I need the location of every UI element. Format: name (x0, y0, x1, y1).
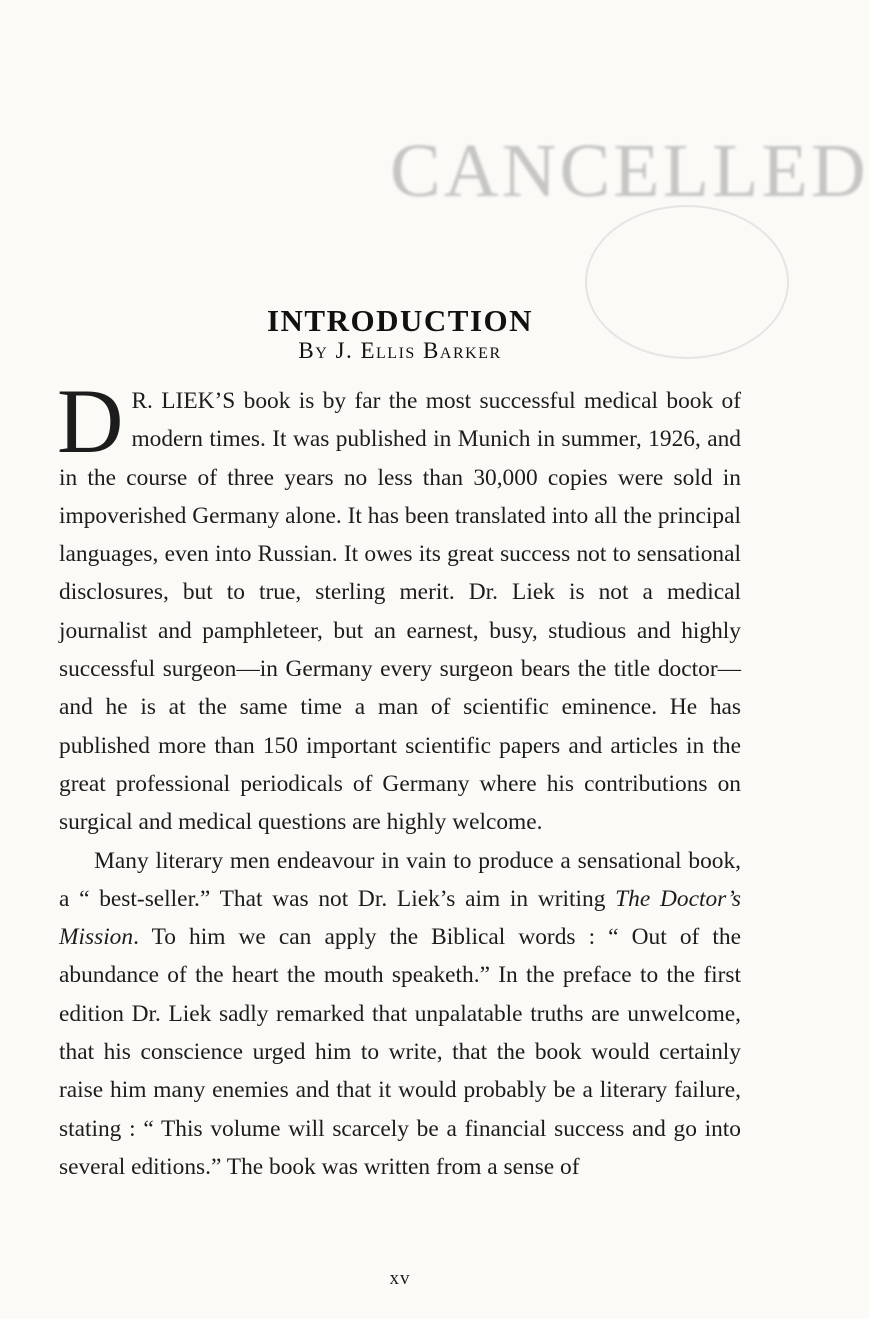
chapter-title: INTRODUCTION (266, 302, 534, 338)
paragraph-2-text-before: Many literary men endeavour in vain to produce a sensational book, a “ best-seller.” That was not Dr. Liek’s aim in writing (59, 847, 741, 912)
author-byline: By J. Ellis Barker (298, 338, 502, 363)
paragraph-2-text-after: . To him we can apply the Biblical words : “ Out of the abundance of the heart the mouth speaketh.” In the preface to the first edition Dr. Liek sadly remarked that unpalatable truths are unwelcome, that his conscience urged him to write, that the book would certainly raise him many enemies and that it would probably be a literary failure, stating : “ This volume will scarcely be a financial success and go into several editions.” The book was written from a sense of (59, 924, 741, 1180)
body-text (57, 370, 741, 1186)
drop-cap: D (57, 370, 124, 472)
book-title: The Doctor’s Mission (59, 885, 741, 951)
cancelled-stamp: CANCELLED (390, 129, 869, 213)
paragraph-2 (59, 842, 741, 1187)
paragraph-1-lead: R. LIEK’S (131, 388, 236, 414)
paragraph-1-text: book is by far the most successful medical book of modern times. It was published in Munich in summer, 1926, and in the course of three years no less than 30,000 copies were sold in impoverished Germany alone. It has been translated into all the principal languages, even into Russian. It owes its great success not to sensational disclosures, but to true, sterling merit. Dr. Liek is not a medical journalist and pamphleteer, but an earnest, busy, studious and highly successful surgeon—in Germany every surgeon bears the title doctor—and he is at the same time a man of scientific eminence. He has published more than 150 important scientific papers and articles in the great professional periodicals of Germany where his contributions on surgical and medical questions are highly welcome. (59, 388, 741, 836)
page-number: xv (389, 1268, 411, 1289)
paragraph-1 (57, 370, 741, 842)
